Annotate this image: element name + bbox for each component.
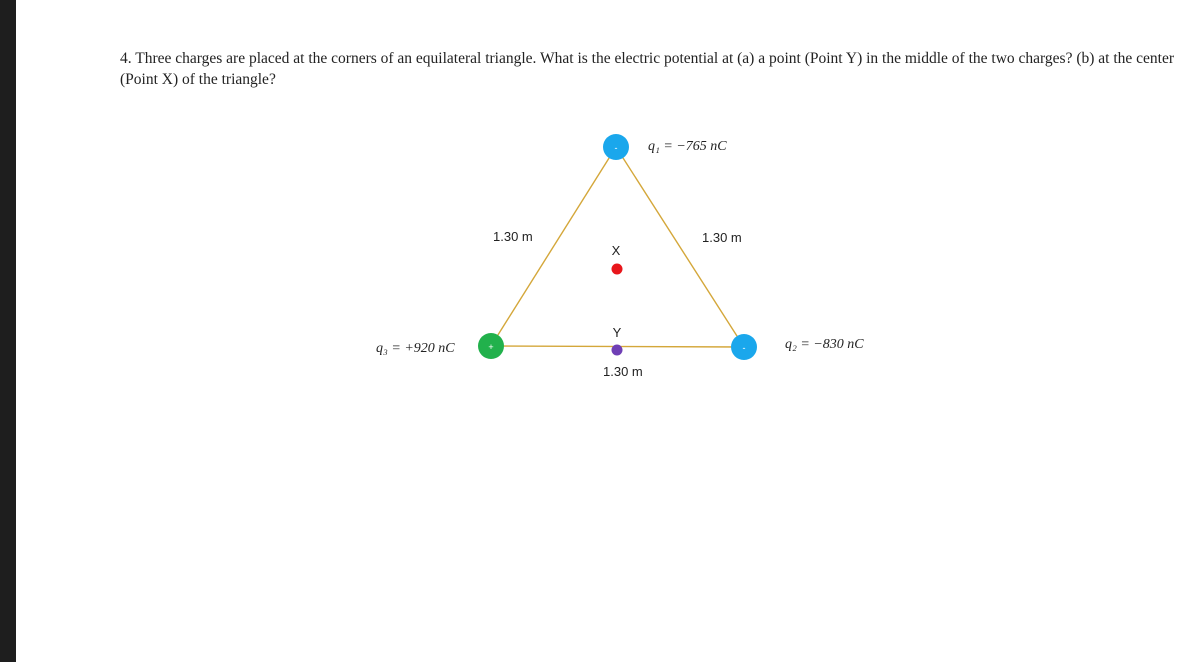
charge-q1-label: q₁ = −765 nC — [648, 139, 727, 154]
side-left-label: 1.30 m — [493, 229, 533, 244]
charge-q2-sign: - — [742, 343, 746, 353]
point-x-label: X — [611, 243, 621, 258]
charge-q3-sign: + — [488, 342, 494, 352]
point-x-dot — [612, 264, 623, 275]
point-y-label: Y — [612, 325, 622, 340]
side-bottom-label: 1.30 m — [603, 364, 643, 379]
charge-q3-label: q₃ = +920 nC — [376, 341, 455, 356]
side-right-label: 1.30 m — [702, 230, 742, 245]
point-y-dot — [612, 345, 623, 356]
side-right — [616, 147, 744, 347]
charge-q1-sign: - — [614, 143, 618, 153]
charge-q2-label: q₂ = −830 nC — [785, 337, 864, 352]
question-text: 4. Three charges are placed at the corners of an equilateral triangle. What is the electric potential at (a) a point (Point Y) in the middle of the two charges? (b) at the center (Point X) of the triangle? — [120, 50, 1174, 88]
side-left — [491, 147, 616, 346]
